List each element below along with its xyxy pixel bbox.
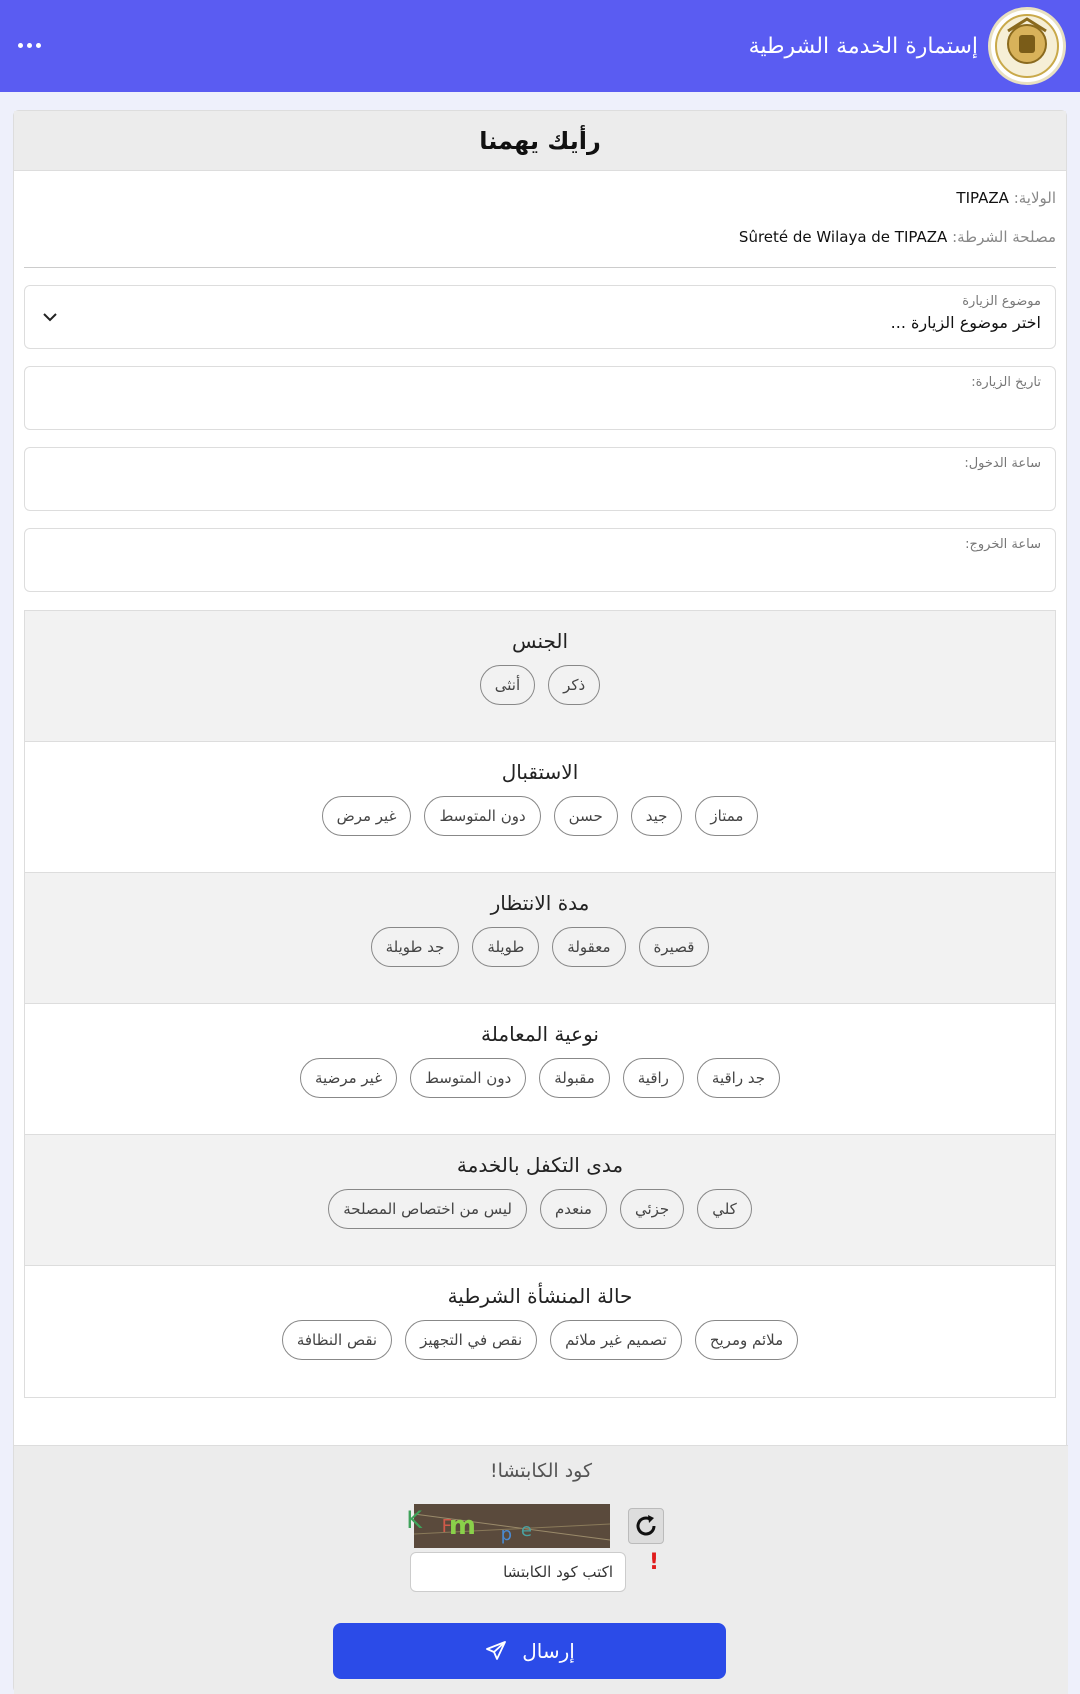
rating-options xyxy=(25,665,1055,705)
exit-time-label: ساعة الخروج: xyxy=(965,537,1041,552)
visit-date-label: تاريخ الزيارة: xyxy=(971,375,1041,390)
exit-time-field[interactable] xyxy=(24,528,1056,592)
rating-options xyxy=(25,927,1055,967)
svg-text:p: p xyxy=(500,1524,512,1545)
rating-option-button[interactable]: جد طويلة xyxy=(371,927,460,967)
service-row xyxy=(24,228,1056,246)
rating-option-button[interactable]: كلي xyxy=(697,1189,752,1229)
rating-section xyxy=(25,873,1055,1004)
rating-option-button[interactable]: غير مرضية xyxy=(300,1058,397,1098)
rating-option-button[interactable]: راقية xyxy=(623,1058,684,1098)
refresh-icon xyxy=(632,1512,660,1540)
captcha-title: كود الكابتشا! xyxy=(489,1460,593,1482)
rating-option-button[interactable]: قصيرة xyxy=(639,927,710,967)
entry-time-label: ساعة الدخول: xyxy=(964,456,1041,471)
rating-options xyxy=(25,1320,1055,1360)
rating-question: الجنس xyxy=(511,629,569,653)
rating-options xyxy=(25,796,1055,836)
captcha-warning: ! xyxy=(649,1550,660,1575)
rating-option-button[interactable]: ممتاز xyxy=(695,796,758,836)
wilaya-label: الولاية: xyxy=(1013,189,1056,207)
rating-section xyxy=(25,1266,1055,1397)
rating-option-button[interactable]: نقص النظافة xyxy=(282,1320,392,1360)
entry-time-field[interactable] xyxy=(24,447,1056,511)
rating-option-button[interactable]: نقص في التجهيز xyxy=(405,1320,537,1360)
captcha-input[interactable] xyxy=(410,1552,626,1592)
rating-option-button[interactable]: معقولة xyxy=(552,927,625,967)
rating-option-button[interactable]: أنثى xyxy=(480,665,535,705)
rating-option-button[interactable]: ملائم ومريح xyxy=(695,1320,798,1360)
svg-text:K: K xyxy=(406,1506,422,1534)
svg-text:e: e xyxy=(520,1520,532,1541)
rating-option-button[interactable]: دون المتوسط xyxy=(424,796,540,836)
chevron-down-icon xyxy=(39,306,61,328)
rating-sections xyxy=(24,610,1056,1398)
captcha-image xyxy=(406,1504,610,1548)
rating-option-button[interactable]: جيد xyxy=(631,796,683,836)
more-options-icon[interactable] xyxy=(14,30,44,60)
send-icon xyxy=(484,1639,508,1663)
rating-option-button[interactable]: ليس من اختصاص المصلحة xyxy=(328,1189,527,1229)
page-title: إستمارة الخدمة الشرطية xyxy=(748,33,978,59)
visit-subject-label: موضوع الزيارة xyxy=(962,294,1041,309)
refresh-captcha-button[interactable] xyxy=(628,1508,664,1544)
police-logo xyxy=(988,7,1066,85)
wilaya-value: TIPAZA xyxy=(956,189,1009,207)
rating-option-button[interactable]: دون المتوسط xyxy=(410,1058,526,1098)
svg-text:m: m xyxy=(448,1511,476,1541)
svg-text:F: F xyxy=(441,1516,452,1537)
rating-option-button[interactable]: جزئي xyxy=(620,1189,684,1229)
rating-option-button[interactable]: حسن xyxy=(554,796,618,836)
rating-option-button[interactable]: تصميم غير ملائم xyxy=(550,1320,682,1360)
rating-question: حالة المنشأة الشرطية xyxy=(447,1284,633,1308)
rating-question: الاستقبال xyxy=(501,760,579,784)
location-info xyxy=(14,171,1066,246)
app-header xyxy=(0,0,1080,92)
divider xyxy=(24,267,1056,268)
visit-subject-value: اختر موضوع الزيارة ... xyxy=(890,313,1041,332)
rating-option-button[interactable]: مقبولة xyxy=(539,1058,610,1098)
form-heading: رأيك يهمنا xyxy=(14,111,1066,171)
rating-section xyxy=(25,611,1055,742)
rating-section xyxy=(25,742,1055,873)
rating-options xyxy=(25,1058,1055,1098)
feedback-form-card xyxy=(13,110,1067,1693)
rating-question: نوعية المعاملة xyxy=(481,1022,599,1046)
rating-question: مدة الانتظار xyxy=(490,891,590,915)
rating-question: مدى التكفل بالخدمة xyxy=(456,1153,624,1177)
submit-button[interactable] xyxy=(333,1623,726,1679)
service-label: مصلحة الشرطة: xyxy=(952,228,1056,246)
rating-section xyxy=(25,1004,1055,1135)
rating-section xyxy=(25,1135,1055,1266)
wilaya-row xyxy=(24,189,1056,207)
rating-option-button[interactable]: جد راقية xyxy=(697,1058,780,1098)
submit-label: إرسال xyxy=(522,1639,575,1663)
rating-option-button[interactable]: ذكر xyxy=(548,665,600,705)
rating-option-button[interactable]: طويلة xyxy=(472,927,539,967)
service-value: Sûreté de Wilaya de TIPAZA xyxy=(738,228,948,246)
visit-subject-select[interactable] xyxy=(24,285,1056,349)
rating-options xyxy=(25,1189,1055,1229)
rating-option-button[interactable]: منعدم xyxy=(540,1189,607,1229)
rating-option-button[interactable]: غير مرض xyxy=(322,796,412,836)
visit-date-field[interactable] xyxy=(24,366,1056,430)
